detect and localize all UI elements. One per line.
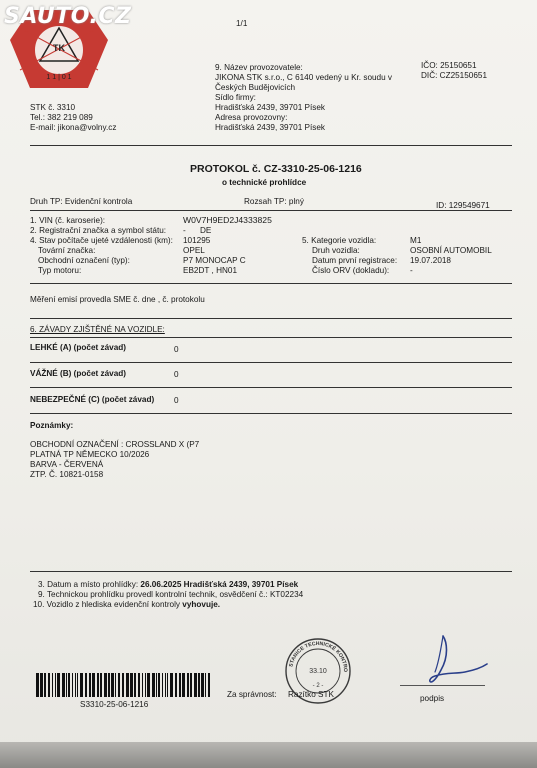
protocol-title: PROTOKOL č. CZ-3310-25-06-1216 (190, 163, 362, 175)
inspection-scope: Rozsah TP: plný (244, 197, 304, 206)
barcode-text: S3310-25-06-1216 (80, 700, 149, 709)
notes-line: OBCHODNÍ OZNAČENÍ : CROSSLAND X (P7 (30, 440, 200, 449)
operator-heading: 9. Název provozovatele: (215, 63, 303, 72)
engine-value: EB2DT , HN01 (183, 266, 237, 275)
reg-label: 2. Registrační značka a symbol státu: (30, 226, 167, 235)
defects-serious-value: 0 (174, 370, 179, 379)
divider (30, 337, 512, 338)
notes-line: BARVA - ČERVENÁ (30, 460, 104, 469)
orv-label: Číslo ORV (dokladu): (312, 266, 390, 275)
stamp-ring-text: STANICE TECHNICKÉ KONTRO (288, 640, 349, 673)
divider (30, 318, 512, 319)
vin-label: 1. VIN (č. karoserie): (30, 216, 106, 225)
operator-addr-label: Adresa provozovny: (215, 113, 288, 122)
svg-text:STANICE TECHNICKÉ KONTROLY (283, 636, 348, 672)
inspection-date-place: 3. Datum a místo prohlídky: 26.06.2025 Hradišťská 2439, 39701 Písek (38, 580, 299, 589)
trade-value: P7 MONOCAP C (183, 256, 246, 265)
engine-label: Typ motoru: (38, 266, 82, 275)
stamp-label: Razítko STK (288, 690, 334, 699)
odo-label: 4. Stav počítače ujeté vzdálenosti (km): (30, 236, 173, 245)
operator-seat-label: Sídlo firmy: (215, 93, 256, 102)
defects-heading: 6. ZÁVADY ZJIŠTĚNÉ NA VOZIDLE: (30, 325, 165, 334)
defects-light-label: LEHKÉ (A) (počet závad) (30, 343, 126, 352)
trade-label: Obchodní označení (typ): (38, 256, 130, 265)
inspection-id: ID: 129549671 (436, 201, 490, 210)
notes-line: ZTP. Č. 10821-0158 (30, 470, 104, 479)
defects-serious-label: VÁŽNÉ (B) (počet závad) (30, 369, 126, 378)
odo-value: 101295 (183, 236, 211, 245)
operator-name-2: Českých Budějovicích (215, 83, 296, 92)
orv-value: - (410, 266, 413, 275)
divider (30, 362, 512, 363)
correctness-label: Za správnost: (227, 690, 277, 699)
divider (30, 145, 512, 146)
protocol-subtitle: o technické prohlídce (222, 178, 307, 187)
divider (30, 210, 512, 211)
operator-seat-value: Hradišťská 2439, 39701 Písek (215, 103, 326, 112)
page-edge-shadow (0, 742, 537, 768)
dic: DIČ: CZ25150651 (421, 71, 487, 80)
defects-danger-value: 0 (174, 396, 179, 405)
category-label: 5. Kategorie vozidla: (302, 236, 377, 245)
defects-danger-label: NEBEZPEČNÉ (C) (počet závad) (30, 395, 155, 404)
divider (30, 571, 512, 572)
technician-line: 9. Technickou prohlídku provedl kontrolní technik, osvědčení č.: KT02234 (38, 590, 304, 599)
barcode (36, 673, 212, 697)
notes-line: PLATNÁ TP NĚMECKO 10/2026 (30, 450, 150, 459)
defects-light-value: 0 (174, 345, 179, 354)
make-label: Tovární značka: (38, 246, 96, 255)
notes-heading: Poznámky: (30, 421, 74, 430)
signature-line (400, 685, 485, 686)
kind-label: Druh vozidla: (312, 246, 360, 255)
operator-name-1: JIKONA STK s.r.o., C 6140 vedený u Kr. soudu v (215, 73, 393, 82)
operator-addr-value: Hradišťská 2439, 39701 Písek (215, 123, 326, 132)
make-value: OPEL (183, 246, 205, 255)
vin-value: W0V7H9ED2J4333825 (183, 215, 272, 225)
page-number: 1/1 (236, 19, 248, 28)
first-registration-value: 19.07.2018 (410, 256, 451, 265)
logo-text-top: TK (53, 43, 65, 53)
category-value: M1 (410, 236, 422, 245)
emissions-note: Měření emisí provedla SME č. dne , č. protokolu (30, 295, 205, 304)
stamp-number: 33.10 (309, 668, 327, 675)
reg-value: DE (200, 226, 212, 235)
first-registration-label: Datum první registrace: (312, 256, 398, 265)
watermark: SAUTO.CZ (4, 4, 132, 29)
signature-label: podpis (420, 694, 445, 703)
inspection-type: Druh TP: Evidenční kontrola (30, 197, 133, 206)
kind-value: OSOBNÍ AUTOMOBIL (410, 246, 492, 255)
divider (30, 387, 512, 388)
signature (395, 628, 495, 698)
station-email: E-mail: jikona@volny.cz (30, 123, 117, 132)
divider (30, 283, 512, 284)
station-tel: Tel.: 382 219 089 (30, 113, 93, 122)
ico: IČO: 25150651 (421, 61, 477, 70)
station-stk: STK č. 3310 (30, 103, 76, 112)
stamp-sub: - 2 - (312, 683, 324, 689)
logo-text-bottom: 1 1 | 0 1 (46, 74, 72, 81)
reg-dash: - (183, 226, 186, 235)
divider (30, 413, 512, 414)
verdict-line: 10. Vozidlo z hlediska evidenční kontroly vyhovuje. (33, 600, 221, 609)
